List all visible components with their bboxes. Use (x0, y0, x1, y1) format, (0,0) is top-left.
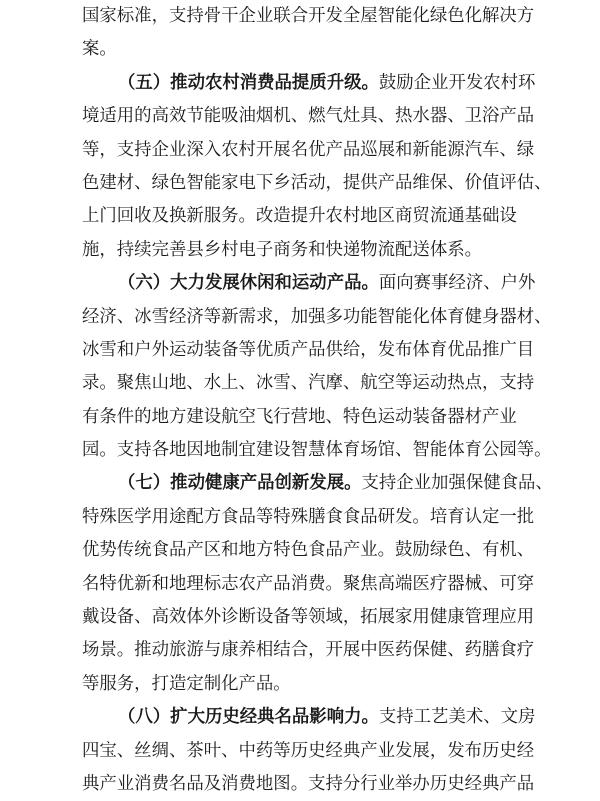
document-page (82, 0, 553, 801)
text-line: 有条件的地方建设航空飞行营地、特色运动装备器材产业 (82, 406, 517, 427)
paragraph (82, 67, 552, 267)
text-line: 名特优新和地理标志农产品消费。聚焦高端医疗器械、可穿 (82, 573, 535, 594)
paragraph (82, 267, 552, 467)
text-line (82, 267, 536, 300)
text-line: 场景。推动旅游与康养相结合，开展中医药保健、药膳食疗 (82, 640, 535, 661)
section-heading: （五）推动农村消费品提质升级。 (118, 72, 379, 93)
text-line: 等服务，打造定制化产品。 (82, 673, 291, 694)
text-line: 典产业消费名品及消费地图。支持分行业举办历史经典产品 (82, 773, 535, 794)
text-line: 国家标准，支持骨干企业联合开发全屋智能化绿色化解决方 (82, 6, 535, 26)
text-line: 色建材、绿色智能家电下乡活动，提供产品维保、价值评估、 (82, 172, 552, 193)
paragraph (82, 467, 553, 701)
text-run: 支持工艺美术、文房 (378, 707, 536, 728)
text-run: 支持企业加强保健食品、 (361, 473, 553, 494)
text-line: 特殊医学用途配方食品等特殊膳食食品研发。培育认定一批 (82, 506, 535, 527)
section-heading: （六）大力发展休闲和运动产品。 (118, 273, 379, 294)
text-line (82, 467, 553, 500)
text-line: 冰雪和户外运动装备等优质产品供给，发布体育优品推广目 (82, 339, 535, 360)
text-run: 鼓励企业开发农村环 (378, 72, 536, 93)
text-line: 案。 (82, 39, 117, 60)
text-line: 施，持续完善县乡村电子商务和快递物流配送体系。 (82, 239, 482, 260)
paragraph (82, 701, 536, 801)
text-line: 四宝、丝绸、茶叶、中药等历史经典产业发展，发布历史经 (82, 740, 535, 761)
text-run: 面向赛事经济、户外 (378, 273, 536, 294)
text-line: 经济、冰雪经济等新需求，加强多功能智能化体育健身器材、 (82, 306, 552, 327)
text-line: 上门回收及换新服务。改造提升农村地区商贸流通基础设 (82, 206, 517, 227)
text-line: 优势传统食品产区和地方特色食品产业。鼓励绿色、有机、 (82, 540, 535, 561)
text-line: 等，支持企业深入农村开展名优产品巡展和新能源汽车、绿 (82, 139, 535, 160)
text-line (82, 701, 536, 734)
text-line (82, 67, 536, 100)
text-line: 戴设备、高效体外诊断设备等领域，拓展家用健康管理应用 (82, 607, 535, 628)
paragraph (82, 0, 535, 67)
section-heading: （八）扩大历史经典名品影响力。 (118, 707, 379, 728)
text-line: 录。聚焦山地、水上、冰雪、汽摩、航空等运动热点，支持 (82, 373, 535, 394)
section-heading: （七）推动健康产品创新发展。 (118, 473, 362, 494)
text-line: 园。支持各地因地制宜建设智慧体育场馆、智能体育公园等。 (82, 440, 552, 461)
text-line: 境适用的高效节能吸油烟机、燃气灶具、热水器、卫浴产品 (82, 106, 535, 127)
